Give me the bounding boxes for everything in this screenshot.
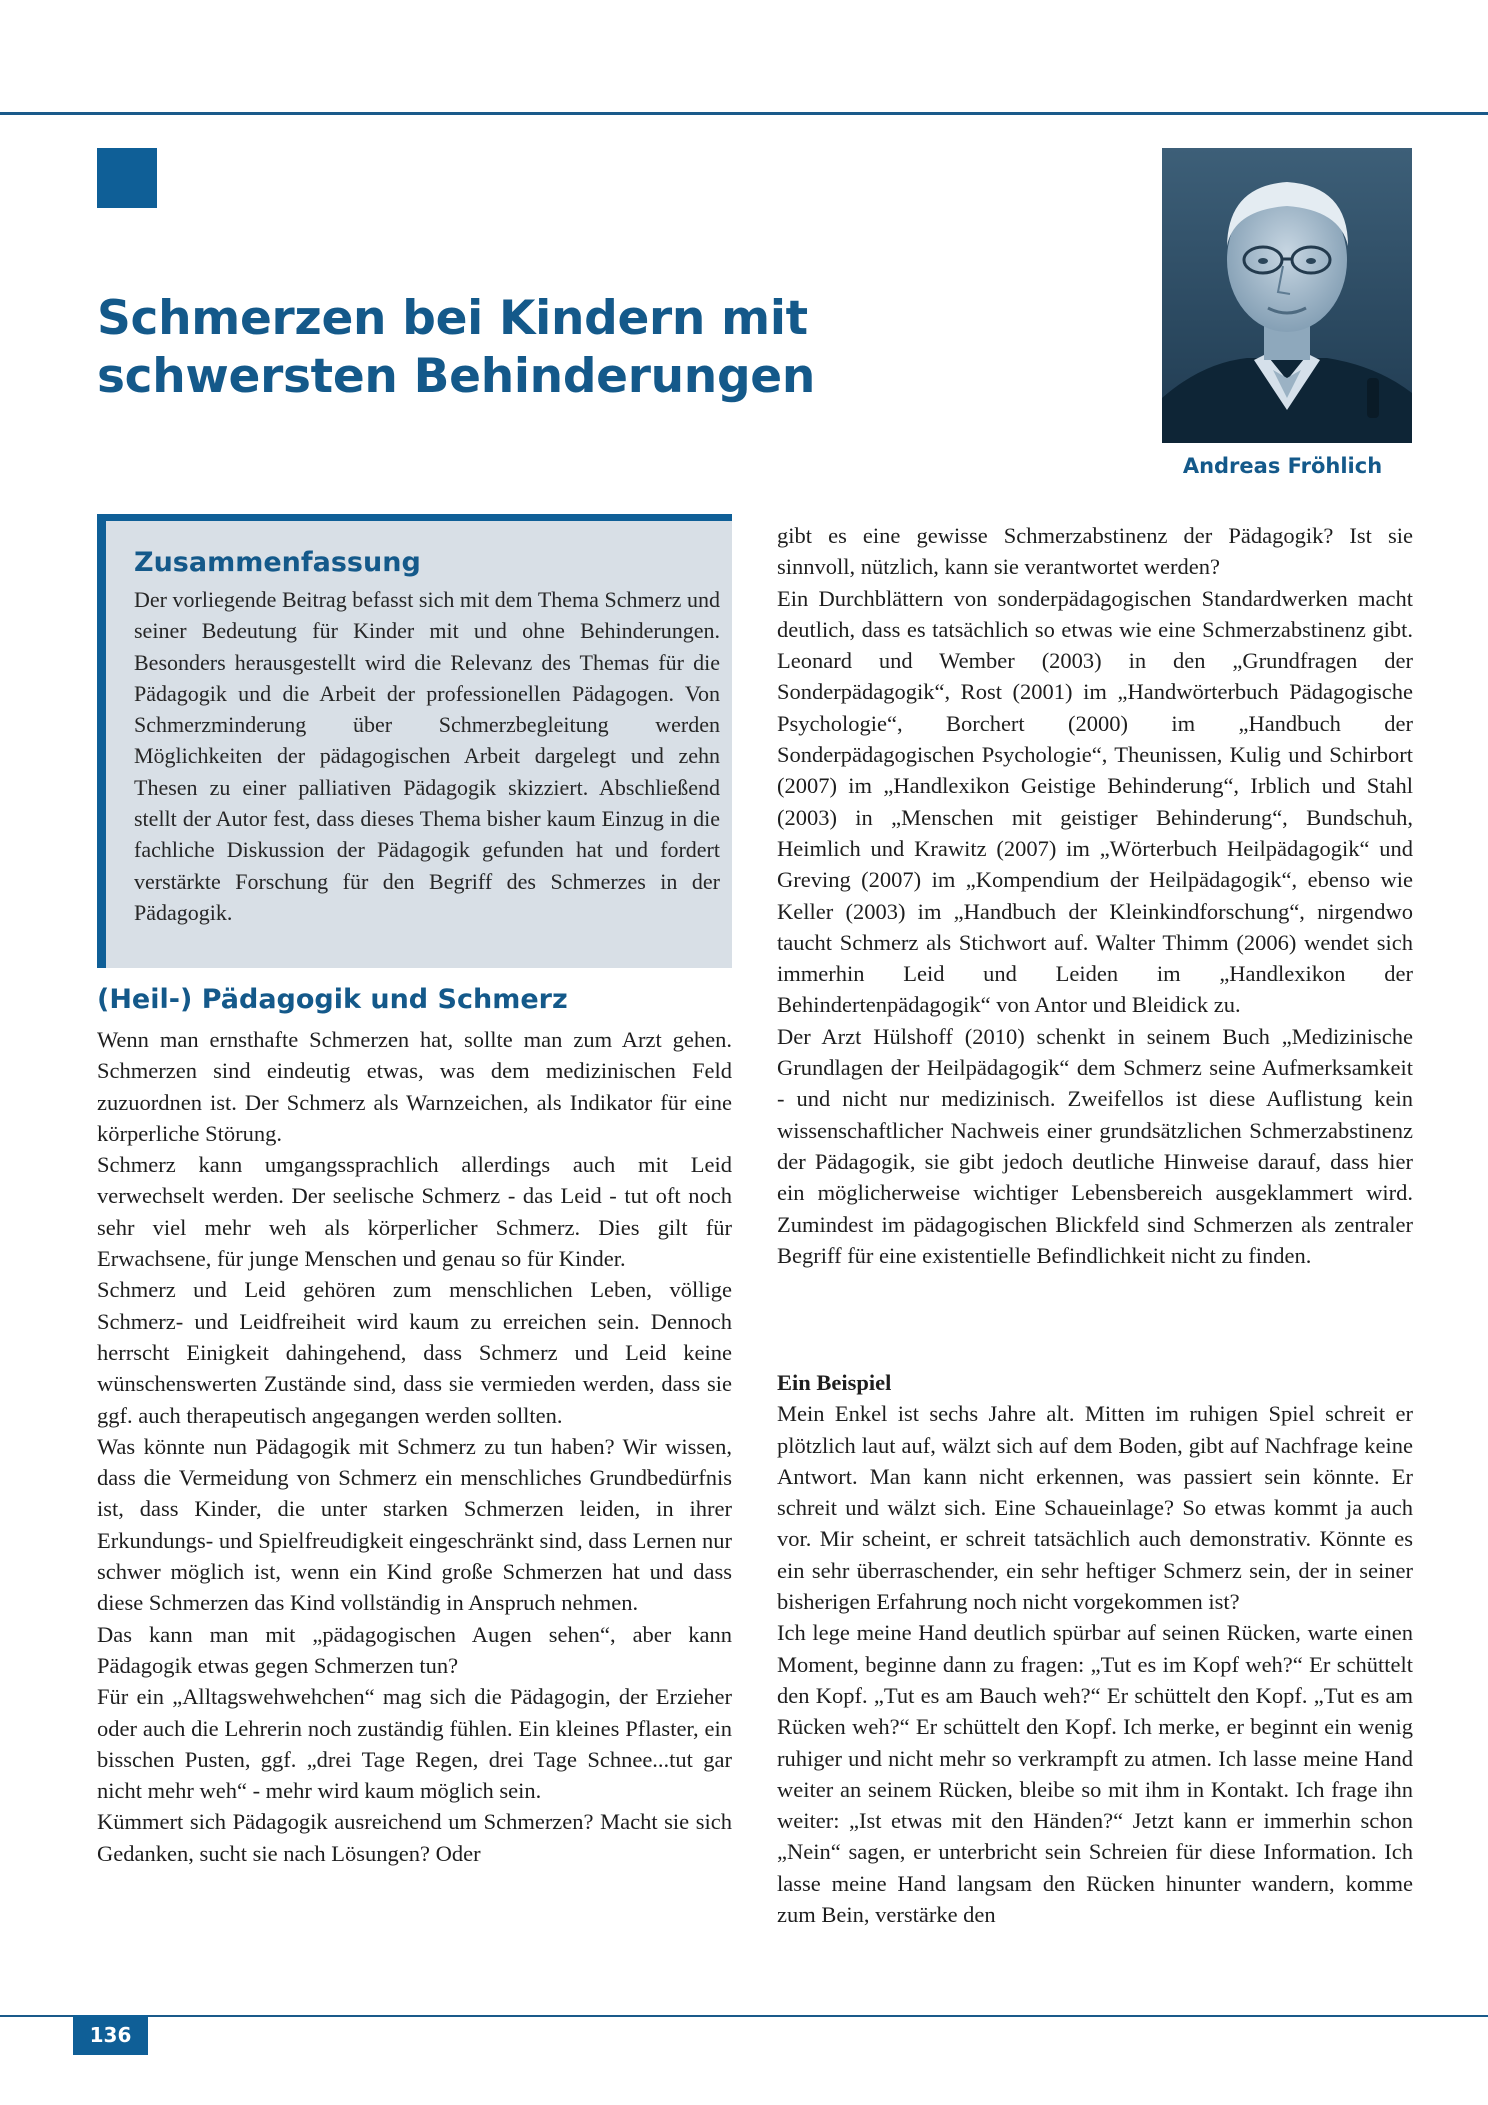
summary-stripe <box>97 521 106 968</box>
summary-heading: Zusammenfassung <box>134 547 421 578</box>
body-paragraph: Was könnte nun Pädagogik mit Schmerz zu tun haben? Wir wissen, dass die Vermeidung von Schmerz ein menschliches Grundbedürfnis ist, dass Kinder, die unter starken Schmerzen leiden, in ihrer Erkundungs- und Spielfreudigkeit eingeschränkt sind, dass Lernen nur schwer möglich ist, wenn ein Kind große Schmerzen hat und dass diese Schmerzen das Kind vollständig in Anspruch nehmen. <box>97 1433 732 1616</box>
body-paragraph: Kümmert sich Pädagogik ausreichend um Schmerzen? Macht sie sich Gedanken, sucht sie nach Lösungen? Oder <box>97 1809 732 1866</box>
body-paragraph: Das kann man mit „pädagogischen Augen sehen“, aber kann Pädagogik etwas gegen Schmerzen tun? <box>97 1621 732 1678</box>
page-number: 136 <box>73 2015 148 2055</box>
body-paragraph: Schmerz kann umgangssprachlich allerdings auch mit Leid verwechselt werden. Der seelische Schmerz - das Leid - tut oft noch sehr viel mehr weh als körperlicher Schmerz. Dies gilt für Erwachsene, für junge Menschen und genau so für Kinder. <box>97 1152 732 1272</box>
body-paragraph: Wenn man ernsthafte Schmerzen hat, sollte man zum Arzt gehen. Schmerzen sind eindeutig etwas, was dem medizinischen Feld zuzuordnen ist. Der Schmerz als Warnzeichen, als Indikator für eine körperliche Störung. <box>97 1027 732 1146</box>
body-paragraph: Der Arzt Hülshoff (2010) schenkt in seinem Buch „Medizinische Grundlagen der Heilpädagogik“ dem Schmerz seine Aufmerksamkeit - und nicht nur medizinisch. Zweifellos ist diese Auflistung kein wissenschaftlicher Nachweis einer grundsätzlichen Schmerzabstinenz der Pädagogik, sie gibt jedoch deutliche Hinweise darauf, dass hier ein möglicherweise wichtiger Lebensbereich ausgeklammert wird. Zumindest im pädagogischen Blickfeld sind Schmerzen als zentraler Begriff für eine existentielle Befindlichkeit nicht zu finden. <box>777 1023 1413 1268</box>
body-paragraph: Für ein „Alltagswehwehchen“ mag sich die Pädagogin, der Erzieher oder auch die Lehrerin noch zuständig fühlen. Ein kleines Pflaster, ein bisschen Pusten, ggf. „drei Tage Regen, drei Tage Schnee...tut gar nicht mehr weh“ - mehr wird kaum möglich sein. <box>97 1684 732 1804</box>
top-rule <box>0 112 1488 115</box>
article-title-line1: Schmerzen bei Kindern mit <box>97 291 808 346</box>
summary-text: Der vorliegende Beitrag befasst sich mit dem Thema Schmerz und seiner Bedeutung für Kinder mit und ohne Behinderungen. Besonders herausgestellt wird die Relevanz des Themas für die Pädagogik und die Arbeit der professionellen Pädagogen. Von Schmerzminderung über Schmerzbegleitung werden Möglichkeiten der pädagogischen Arbeit dargelegt und zehn Thesen zu einer palliativen Pädagogik skizziert. Abschließend stellt der Autor fest, dass dieses Thema bisher kaum Einzug in die fachliche Diskussion der Pädagogik gefunden hat und fordert verstärkte Forschung für den Begriff des Schmerzes in der Pädagogik. <box>134 587 720 925</box>
right-column-body <box>777 520 1413 1271</box>
accent-square <box>97 148 157 208</box>
section-heading: (Heil-) Pädagogik und Schmerz <box>97 984 568 1015</box>
summary-box <box>97 514 732 968</box>
author-photo <box>1162 148 1412 443</box>
left-column-body <box>97 1024 732 1869</box>
body-paragraph: Mein Enkel ist sechs Jahre alt. Mitten im ruhigen Spiel schreit er plötzlich laut auf, wälzt sich auf dem Boden, gibt auf Nachfrage keine Antwort. Man kann nicht erkennen, was passiert sein könnte. Er schreit und wälzt sich. Eine Schaueinlage? So etwas kommt ja auch vor. Mir scheint, er schreit tatsächlich auch demonstrativ. Könnte es ein sehr überraschender, ein sehr heftiger Schmerz sein, der in seiner bisherigen Erfahrung noch nicht vorgekommen ist? <box>777 1401 1413 1615</box>
article-title-line2: schwersten Behinderungen <box>97 349 816 404</box>
body-paragraph: Ein Durchblättern von sonderpädagogischen Standardwerken macht deutlich, dass es tatsächlich so etwas wie eine Schmerzabstinenz gibt. Leonard und Wember (2003) in den „Grundfragen der Sonderpädagogik“, Rost (2001) im „Handwörterbuch Pädagogische Psychologie“, Borchert (2000) im „Handbuch der Sonderpädagogischen Psychologie“, Theunissen, Kulig und Schirbort (2007) im „Handlexikon Geistige Behinderung“, Irblich und Stahl (2003) in „Menschen mit geistiger Behinderung“, Bundschuh, Heimlich und Krawitz (2007) im „Wörterbuch Heilpädagogik“ und Greving (2007) im „Kompendium der Heilpädagogik“, ebenso wie Keller (2003) im „Handbuch der Kleinkindforschung“, nirgendwo taucht Schmerz als Stichwort auf. Walter Thimm (2006) wendet sich immerhin Leid und Leiden im „Handlexikon der Behindertenpädagogik“ von Antor und Bleidick zu. <box>777 585 1413 1018</box>
article-title <box>97 290 1077 406</box>
body-paragraph: Ich lege meine Hand deutlich spürbar auf seinen Rücken, warte einen Moment, beginne dann zu fragen: „Tut es im Kopf weh?“ Er schüttelt den Kopf. „Tut es am Bauch weh?“ Er schüttelt den Kopf. „Tut es am Rücken weh?“ Er schüttelt den Kopf. Ich merke, er beginnt ein wenig ruhiger und nicht mehr so verkrampft zu atmen. Ich lasse meine Hand weiter an seinem Rücken, bleibe so mit ihm in Kontakt. Ich frage ihn weiter: „Ist etwas mit den Händen?“ Jetzt kann er immerhin schon „Nein“ sagen, er unterbricht sein Schreien für diese Information. Ich lasse meine Hand langsam den Rücken hinunter wandern, komme zum Bein, verstärke den <box>777 1620 1413 1928</box>
body-paragraph: Schmerz und Leid gehören zum menschlichen Leben, völlige Schmerz- und Leidfreiheit wird kaum zu erreichen sein. Dennoch herrscht Einigkeit dahingehend, dass Schmerz und Leid keine wünschenswerten Zustände sind, dass sie vermieden werden, dass sie ggf. auch therapeutisch angegangen werden sollten. <box>97 1277 732 1428</box>
example-section <box>777 1367 1413 1930</box>
bottom-rule <box>0 2015 1488 2017</box>
body-paragraph: gibt es eine gewisse Schmerzabstinenz der Pädagogik? Ist sie sinnvoll, nützlich, kann sie verantwortet werden? <box>777 523 1413 580</box>
author-name: Andreas Fröhlich <box>1182 454 1383 478</box>
example-heading: Ein Beispiel <box>777 1370 892 1395</box>
